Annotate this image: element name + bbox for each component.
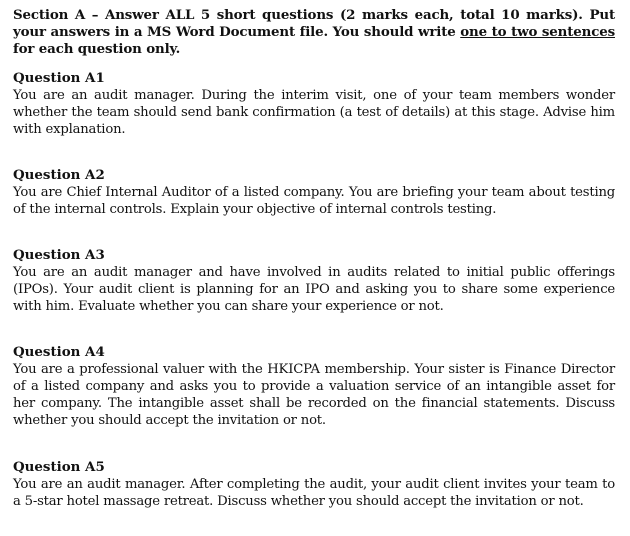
- question-title: Question A1: [13, 70, 105, 86]
- question-a3: [13, 247, 615, 315]
- question-title: Question A2: [13, 167, 105, 183]
- question-body: You are a professional valuer with the HKICPA membership. Your sister is Finance Director of a listed company and asks you to provide a valuation service of an intangible asset for her company. The intangible asset shall be recorded on the financial statements. Discuss whether you should accept the invitation or not.: [13, 362, 615, 428]
- question-body: You are Chief Internal Auditor of a listed company. You are briefing your team about testing of the internal controls. Explain your objective of internal controls testing.: [13, 185, 615, 217]
- question-body: You are an audit manager. After completing the audit, your audit client invites your team to a 5-star hotel massage retreat. Discuss whether you should accept the invitation or not.: [13, 477, 615, 509]
- instructions-text: Section A – Answer ALL 5 short questions (2 marks each, total 10 marks). Put your answers in a MS Word Document file. You should write: [13, 7, 615, 40]
- question-title: Question A5: [13, 459, 105, 475]
- question-a4: [13, 344, 615, 429]
- question-a2: [13, 167, 615, 218]
- section-a-instructions: [13, 7, 615, 58]
- question-body: You are an audit manager. During the interim visit, one of your team members wonder whether the team should send bank confirmation (a test of details) at this stage. Advise him with explanation.: [13, 88, 615, 137]
- question-a5: [13, 459, 615, 510]
- instructions-underlined-text: one to two sentences: [460, 24, 615, 40]
- question-title: Question A4: [13, 344, 105, 360]
- instructions-text-end: for each question only.: [13, 41, 181, 57]
- question-body: You are an audit manager and have involved in audits related to initial public offerings (IPOs). Your audit client is planning for an IPO and asking you to share some experience with him. Evaluate whether you can share your experience or not.: [13, 265, 615, 314]
- question-a1: [13, 70, 615, 138]
- question-title: Question A3: [13, 247, 105, 263]
